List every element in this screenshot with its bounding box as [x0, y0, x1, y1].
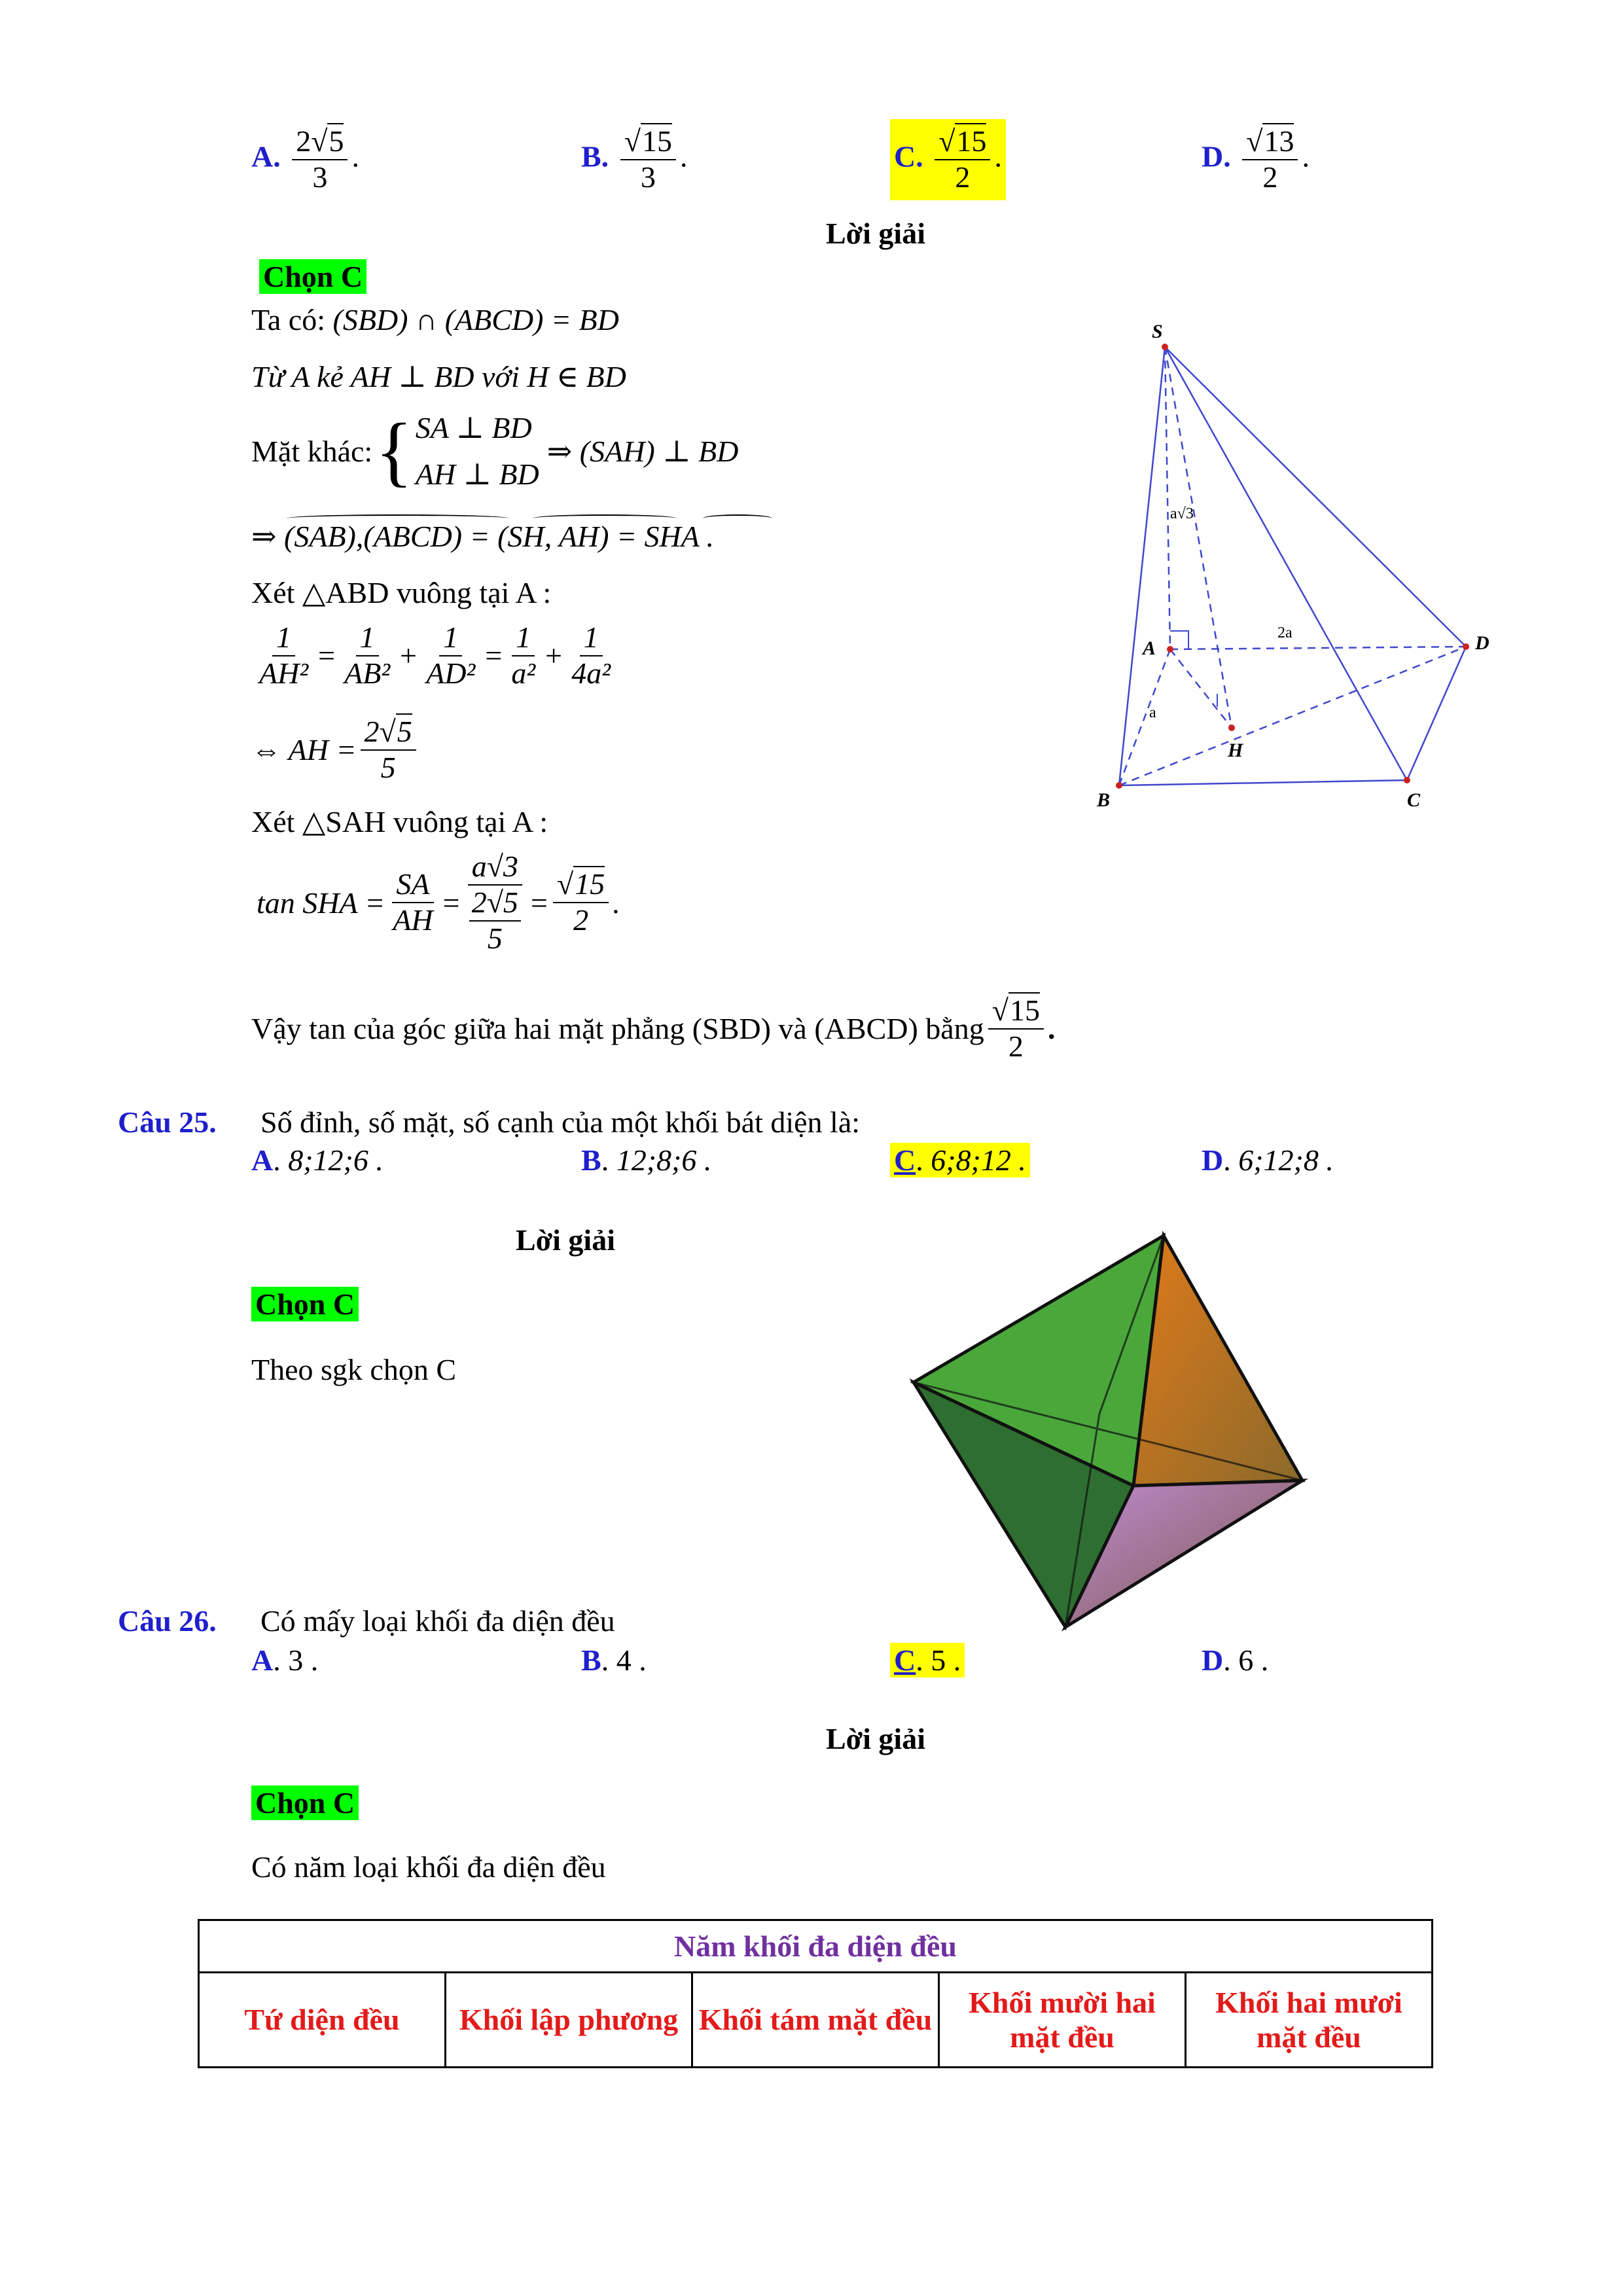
edge-sa	[1165, 347, 1170, 649]
solution-line-8: Xét △SAH vuông tại A :	[251, 805, 548, 838]
face-top-right	[1133, 1236, 1302, 1486]
label-a: A	[1143, 637, 1156, 659]
polyhedra-table	[198, 1919, 1433, 2068]
solution-line-6: $\frac{1}{\text{AH²}}$ = $\frac{1}{\text{AB²}}$ + $\frac{1}{\text{AD²}}$ = $\frac{1}{\text{a²}}$ + $\frac{1}{\text{4a²}}$	[259, 620, 611, 690]
q25-choice-badge: Chọn C	[251, 1287, 359, 1321]
q25-option-c: C. 6;8;12 .	[890, 1143, 1030, 1177]
q24-option-d: D. $\frac{√13}{2}$ .	[1202, 124, 1310, 194]
option-letter: A.	[251, 139, 281, 173]
option-letter: D.	[1202, 139, 1231, 173]
octahedron-figure	[903, 1217, 1322, 1636]
solution-heading: Lời giải	[826, 217, 925, 250]
table-cell: Tứ diện đều	[199, 1972, 446, 2067]
angle-bar	[703, 514, 772, 522]
solution-line-9: tan SHA = $\frac{SA}{AH}$ = a√3 2√5 5 = $\frac{√15}{2}$ .	[257, 850, 620, 955]
q25-option-d: D. 6;12;8 .	[1202, 1143, 1334, 1177]
solution-line-5: Xét △ABD vuông tại A :	[251, 576, 552, 609]
label-sa-length: a√3	[1170, 505, 1194, 522]
q26-explanation: Có năm loại khối đa diện đều	[251, 1850, 606, 1884]
question-26-text: Có mấy loại khối đa diện đều	[260, 1604, 615, 1638]
table-cell: Khối mười hai mặt đều	[939, 1972, 1186, 2067]
table-title: Năm khối đa diện đều	[199, 1920, 1433, 1973]
label-d: D	[1475, 632, 1489, 654]
angle-bar	[287, 514, 509, 522]
right-angle-mark	[1170, 631, 1188, 649]
solution-conclusion: Vậy tan của góc giữa hai mặt phẳng (SBD) và (ABCD) bằng $\frac{√15}{2}$ .	[251, 994, 1056, 1063]
choice-badge: Chọn C	[259, 259, 366, 294]
q26-option-a: A. 3 .	[251, 1643, 319, 1677]
angle-bar	[533, 514, 677, 522]
edge-sd	[1165, 347, 1466, 647]
label-s: S	[1152, 321, 1163, 342]
question-26-label: Câu 26.	[118, 1604, 217, 1638]
label-b: B	[1097, 789, 1111, 811]
question-25-text: Số đỉnh, số mặt, số cạnh của một khối bát diện là:	[260, 1105, 861, 1139]
question-25-label: Câu 25.	[118, 1105, 217, 1139]
edge-ad	[1170, 647, 1466, 649]
table-cell: Khối tám mặt đều	[692, 1972, 939, 2067]
option-letter: C.	[894, 139, 923, 173]
q25-option-b: B. 12;8;6 .	[581, 1143, 712, 1177]
q24-option-b: B. $\frac{√15}{3}$ .	[581, 124, 688, 194]
fraction: $\frac{√15}{2}$	[935, 124, 990, 195]
solution-line-2: Từ A kẻ AH ⊥ BD với H ∈ BD	[251, 360, 626, 393]
fraction: $\frac{√13}{2}$	[1242, 124, 1298, 195]
q24-option-a: A. $\frac{2√5}{3}$ .	[251, 124, 359, 194]
label-c: C	[1407, 789, 1421, 811]
q25-explanation: Theo sgk chọn C	[251, 1353, 457, 1386]
q24-option-c: C. $\frac{√15}{2}$ .	[890, 119, 1006, 200]
pyramid-figure	[1060, 314, 1518, 825]
table-cell: Khối lập phương	[446, 1972, 692, 2067]
q26-choice-badge: Chọn C	[251, 1785, 359, 1820]
q26-option-d: D. 6 .	[1202, 1643, 1269, 1677]
edge-bc	[1119, 780, 1407, 785]
solution-line-3: Mặt khác: { SA ⊥ BD AH ⊥ BD ⇒ (SAH) ⊥ BD	[251, 407, 739, 495]
brace: {	[375, 407, 413, 495]
edge-sb	[1119, 347, 1165, 785]
solution-line-4: ⇒ (SAB),(ABCD) = (SH, AH) = SHA .	[251, 520, 715, 553]
q26-option-b: B. 4 .	[581, 1643, 647, 1677]
table-cell: Khối hai mươi mặt đều	[1186, 1972, 1433, 2067]
q26-option-c: C. 5 .	[890, 1643, 965, 1677]
label-h: H	[1228, 740, 1243, 761]
edge-sc	[1165, 347, 1407, 780]
q25-solution-heading: Lời giải	[516, 1223, 615, 1257]
q25-option-a: A. 8;12;6 .	[251, 1143, 383, 1177]
q26-solution-heading: Lời giải	[826, 1722, 925, 1755]
label-ad-length: 2a	[1277, 624, 1293, 641]
solution-line-7: ⇔ AH = $\frac{2√5}{5}$	[251, 715, 420, 785]
solution-line-1: Ta có: (SBD) ∩ (ABCD) = BD	[251, 303, 619, 336]
fraction: $\frac{2√5}{3}$	[292, 124, 348, 195]
segment-ah	[1170, 649, 1232, 728]
label-ab-length: a	[1149, 704, 1156, 721]
fraction: $\frac{√15}{3}$	[620, 124, 676, 195]
option-letter: B.	[581, 139, 609, 173]
